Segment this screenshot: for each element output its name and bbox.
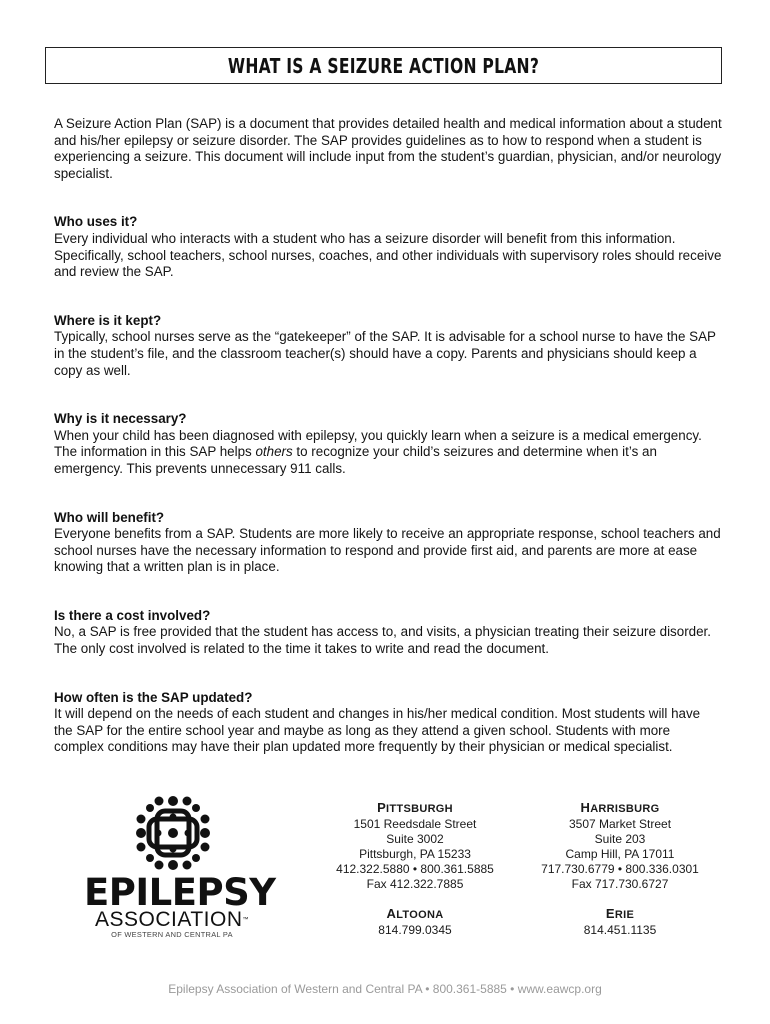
office-address-street: 1501 Reedsdale Street [353, 816, 477, 831]
section-body [54, 428, 722, 478]
section-heading: How often is the SAP updated? [54, 689, 253, 705]
section-body-after: to recognize your child’s seizures and determine when it’s an emergency. This prevents unnecessary 911 calls. [54, 444, 657, 476]
office-fax: Fax 412.322.7885 [366, 876, 464, 891]
section-who-benefit [54, 510, 722, 576]
section-body: Every individual who interacts with a student who has a seizure disorder will benefit from this information. Specifically, school teachers, school nurses, coaches, and other individuals with supervisory roles should receive and review the SAP. [54, 230, 722, 280]
office-fax: Fax 717.730.6727 [571, 876, 669, 891]
logo-subtitle: OF WESTERN AND CENTRAL PA [111, 930, 233, 939]
page-footer: Epilepsy Association of Western and Central PA • 800.361-5885 • www.eawcp.org [168, 982, 602, 996]
document-body [54, 116, 722, 756]
office-harrisburg [525, 801, 715, 891]
office-address-city: Camp Hill, PA 17011 [565, 846, 675, 861]
trademark-symbol: ™ [242, 917, 249, 923]
section-heading: Is there a cost involved? [54, 607, 211, 623]
section-body: Typically, school nurses serve as the “gatekeeper” of the SAP. It is advisable for a school nurse to have the SAP in the student’s file, and the classroom teacher(s) should have a copy. Parents and physicians should keep a copy as well. [54, 329, 716, 378]
page-title: WHAT IS A SEIZURE ACTION PLAN? [227, 53, 540, 78]
office-phone: 814.451.1135 [583, 922, 657, 937]
office-address-street: 3507 Market Street [568, 816, 672, 831]
intro-paragraph: A Seizure Action Plan (SAP) is a document that provides detailed health and medical information about a student and his/her epilepsy or seizure disorder. The SAP provides guidelines as to how to respond when a student is experiencing a seizure. This document will include input from the student’s guardian, physician, and/or neurology specialist. [54, 116, 722, 181]
office-name: PITTSBURGH [377, 800, 453, 815]
section-heading: Who will benefit? [54, 509, 165, 525]
office-name: ALTOONA [386, 906, 444, 921]
office-phones: 717.730.6779 • 800.336.0301 [541, 861, 699, 876]
section-how-often [54, 690, 722, 756]
section-body: No, a SAP is free provided that the student has access to, and visits, a physician treating their seizure disorder. The only cost involved is related to the time it takes to write and read the document. [54, 624, 711, 657]
office-phone: 814.799.0345 [378, 922, 452, 937]
section-heading: Who uses it? [54, 214, 138, 230]
office-name: HARRISBURG [580, 800, 660, 815]
title-box [45, 47, 722, 84]
section-why-necessary [54, 411, 722, 477]
organization-logo [84, 795, 276, 945]
section-body: It will depend on the needs of each student and changes in his/her medical condition. Most students will have the SAP for the entire school year and maybe as long as they attend a given school. Students with more complex conditions may have their plan updated more frequently by their physician or medical specialist. [54, 706, 701, 755]
office-erie [525, 907, 715, 938]
section-who-uses [54, 214, 722, 280]
office-name: ERIE [605, 906, 635, 921]
section-body: Everyone benefits from a SAP. Students are more likely to receive an appropriate response, school teachers and school nurses have the necessary information to respond and provide first aid, and parents are more at ease knowing that a written plan is in place. [54, 526, 721, 575]
section-heading: Why is it necessary? [54, 411, 187, 427]
office-address-city: Pittsburgh, PA 15233 [359, 846, 471, 861]
section-where-kept [54, 313, 722, 379]
section-body-before: When your child has been diagnosed with epilepsy, you quickly learn when a seizure is a medical emergency. The information in this SAP helps [54, 427, 702, 460]
epilepsy-association-logo-mark [136, 795, 210, 871]
emphasis-others: others [255, 444, 293, 460]
office-address-suite: Suite 3002 [386, 831, 444, 846]
office-altoona [320, 907, 510, 938]
office-pittsburgh [320, 801, 510, 891]
section-heading: Where is it kept? [54, 312, 162, 328]
logo-wordmark: EPILEPSY [84, 871, 276, 914]
office-phones: 412.322.5880 • 800.361.5885 [336, 861, 494, 876]
section-cost [54, 608, 722, 658]
logo-association [84, 909, 260, 931]
office-address-suite: Suite 203 [594, 831, 646, 846]
logo-association-text: ASSOCIATION [95, 908, 243, 931]
